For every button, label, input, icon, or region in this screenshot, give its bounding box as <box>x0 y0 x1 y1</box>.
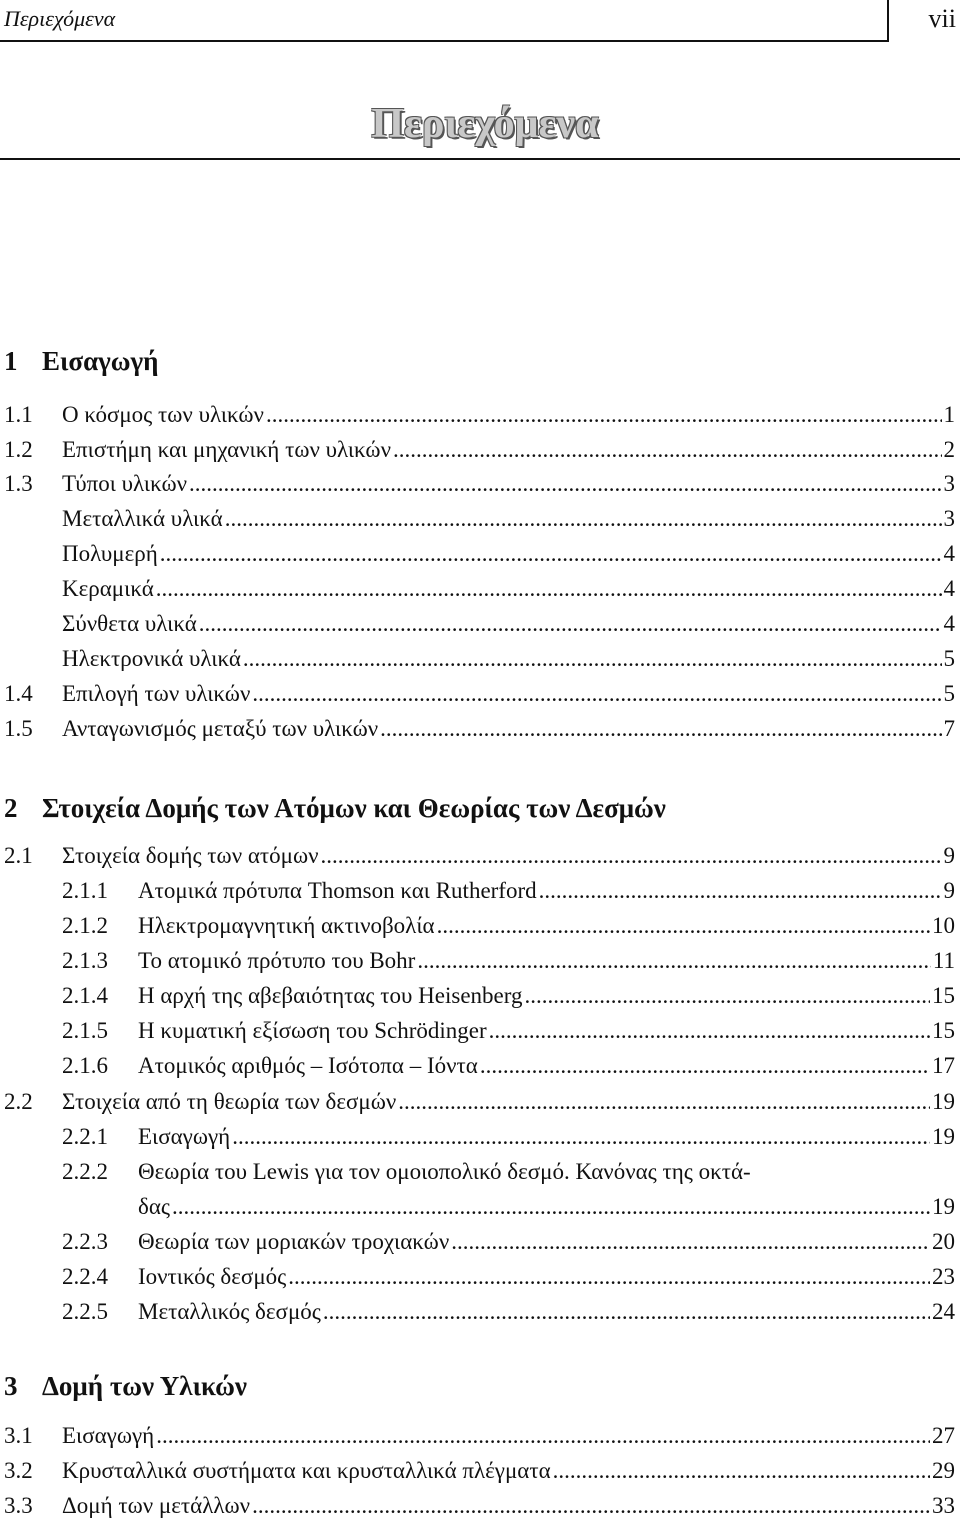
entry-title: Επιστήμη και μηχανική των υλικών <box>62 437 391 462</box>
toc-entry-3-3[interactable] <box>4 1493 955 1519</box>
entry-title: Ηλεκτρονικά υλικά <box>62 646 241 671</box>
toc-entry-2-2[interactable] <box>4 1089 955 1115</box>
dot-leader <box>288 1264 930 1290</box>
dot-leader <box>437 913 930 939</box>
entry-page: 4 <box>943 576 955 601</box>
entry-title: Εισαγωγή <box>62 1423 155 1448</box>
chapter-title: Δομή των Υλικών <box>42 1371 247 1401</box>
entry-page: 17 <box>932 1053 955 1078</box>
dot-leader <box>252 1493 930 1519</box>
dot-leader <box>225 506 942 532</box>
entry-title: Ατομικός αριθμός – Ισότοπα – Ιόντα <box>138 1053 478 1078</box>
entry-title: Η αρχή της αβεβαιότητας του Heisenberg <box>138 983 523 1008</box>
toc-entry-metallic[interactable] <box>62 506 955 532</box>
entry-number: 3.3 <box>4 1493 33 1518</box>
entry-page: 20 <box>932 1229 955 1254</box>
dot-leader <box>393 437 942 463</box>
entry-page: 4 <box>943 541 955 566</box>
entry-page: 19 <box>932 1124 955 1149</box>
dot-leader <box>252 681 941 707</box>
dot-leader <box>199 611 942 637</box>
chapter-number: 3 <box>4 1371 18 1401</box>
entry-title: Θεωρία των μοριακών τροχιακών <box>138 1229 450 1254</box>
chapter-heading-2 <box>4 793 666 824</box>
toc-entry-2-2-2[interactable] <box>138 1194 955 1220</box>
toc-entry-polymers[interactable] <box>62 541 955 567</box>
entry-title: Κρυσταλλικά συστήματα και κρυσταλλικά πλέγματα <box>62 1458 551 1483</box>
entry-number: 2.1.6 <box>62 1053 108 1078</box>
entry-number: 2.1 <box>4 843 33 868</box>
entry-title-line2: δας <box>138 1194 170 1219</box>
entry-title: Επιλογή των υλικών <box>62 681 251 706</box>
entry-title: Μεταλλικά υλικά <box>62 506 223 531</box>
toc-entry-2-2-1[interactable] <box>62 1124 955 1150</box>
entry-page: 27 <box>932 1423 955 1448</box>
toc-entry-2-1-3[interactable] <box>62 948 955 974</box>
toc-entry-2-1-1[interactable] <box>62 878 955 904</box>
dot-leader <box>417 948 931 974</box>
dot-leader <box>172 1194 930 1220</box>
entry-number: 3.2 <box>4 1458 33 1483</box>
entry-number: 1.4 <box>4 681 33 706</box>
page-title-wrap <box>0 100 960 148</box>
entry-page: 2 <box>943 437 955 462</box>
toc-entry-1-2[interactable] <box>4 437 955 463</box>
dot-leader <box>323 1299 930 1325</box>
chapter-heading-1 <box>4 346 158 377</box>
toc-entry-2-1-2[interactable] <box>62 913 955 939</box>
entry-page: 33 <box>932 1493 955 1518</box>
entry-page: 9 <box>943 843 955 868</box>
entry-title: Εισαγωγή <box>138 1124 231 1149</box>
dot-leader <box>156 576 942 602</box>
dot-leader <box>553 1458 930 1484</box>
header-vertical-rule <box>887 0 889 40</box>
dot-leader <box>380 716 941 742</box>
entry-page: 19 <box>932 1194 955 1219</box>
toc-entry-electronic[interactable] <box>62 646 955 672</box>
entry-page: 19 <box>932 1089 955 1114</box>
toc-entry-1-3[interactable] <box>4 471 955 497</box>
entry-page: 1 <box>943 402 955 427</box>
entry-page: 3 <box>943 506 955 531</box>
toc-entry-2-1[interactable] <box>4 843 955 869</box>
entry-page: 23 <box>932 1264 955 1289</box>
toc-entry-composites[interactable] <box>62 611 955 637</box>
entry-page: 24 <box>932 1299 955 1324</box>
entry-number: 2.2.5 <box>62 1299 108 1324</box>
dot-leader <box>539 878 942 904</box>
header-page-number: vii <box>928 4 956 33</box>
entry-page: 3 <box>943 471 955 496</box>
entry-number: 2.2.4 <box>62 1264 108 1289</box>
entry-number: 3.1 <box>4 1423 33 1448</box>
entry-title: Η κυματική εξίσωση του Schrödinger <box>138 1018 487 1043</box>
dot-leader <box>156 1423 930 1449</box>
toc-entry-2-2-5[interactable] <box>62 1299 955 1325</box>
entry-number: 2.2.3 <box>62 1229 108 1254</box>
toc-entry-1-4[interactable] <box>4 681 955 707</box>
entry-title: Ιοντικός δεσμός <box>138 1264 287 1289</box>
entry-page: 5 <box>943 646 955 671</box>
dot-leader <box>189 471 941 497</box>
running-header <box>0 0 960 44</box>
dot-leader <box>451 1229 930 1255</box>
dot-leader <box>480 1053 930 1079</box>
entry-title: Ανταγωνισμός μεταξύ των υλικών <box>62 716 379 741</box>
chapter-heading-3 <box>4 1371 247 1402</box>
dot-leader <box>524 983 930 1009</box>
entry-page: 15 <box>932 983 955 1008</box>
entry-page: 15 <box>932 1018 955 1043</box>
entry-title: Ο κόσμος των υλικών <box>62 402 264 427</box>
dot-leader <box>160 541 942 567</box>
toc-entry-ceramics[interactable] <box>62 576 955 602</box>
entry-number: 2.1.3 <box>62 948 108 973</box>
entry-number: 1.3 <box>4 471 33 496</box>
entry-page: 29 <box>932 1458 955 1483</box>
entry-page: 11 <box>932 948 955 973</box>
chapter-title: Εισαγωγή <box>42 346 159 376</box>
entry-title: Τύποι υλικών <box>62 471 188 496</box>
entry-title: Ατομικά πρότυπα Thomson και Rutherford <box>138 878 537 903</box>
toc-entry-2-2-2-first-line[interactable] <box>62 1159 751 1185</box>
header-section-title: Περιεχόμενα <box>4 6 116 31</box>
entry-title: Στοιχεία δομής των ατόμων <box>62 843 319 868</box>
entry-page: 5 <box>943 681 955 706</box>
entry-title: Μεταλλικός δεσμός <box>138 1299 321 1324</box>
entry-number: 2.1.4 <box>62 983 108 1008</box>
toc-entry-2-1-4[interactable] <box>62 983 955 1009</box>
toc-entry-2-1-6[interactable] <box>62 1053 955 1079</box>
entry-title: Το ατομικό πρότυπο του Bohr <box>138 948 416 973</box>
dot-leader <box>232 1124 930 1150</box>
dot-leader <box>266 402 942 428</box>
entry-number: 2.1.2 <box>62 913 108 938</box>
chapter-number: 2 <box>4 793 18 823</box>
dot-leader <box>398 1089 930 1115</box>
entry-page: 10 <box>932 913 955 938</box>
entry-number: 2.1.1 <box>62 878 108 903</box>
entry-number: 1.5 <box>4 716 33 741</box>
title-rule <box>0 158 960 160</box>
toc-entry-3-2[interactable] <box>4 1458 955 1484</box>
entry-number: 1.2 <box>4 437 33 462</box>
entry-number: 2.1.5 <box>62 1018 108 1043</box>
toc-entry-2-1-5[interactable] <box>62 1018 955 1044</box>
toc-entry-2-2-4[interactable] <box>62 1264 955 1290</box>
entry-title: Δομή των μετάλλων <box>62 1493 251 1518</box>
toc-entry-3-1[interactable] <box>4 1423 955 1449</box>
chapter-title: Στοιχεία Δομής των Ατόμων και Θεωρίας των Δεσμών <box>42 793 666 823</box>
entry-title: Ηλεκτρομαγνητική ακτινοβολία <box>138 913 435 938</box>
entry-title: Κεραμικά <box>62 576 154 601</box>
page-title: Περιεχόμενα <box>371 101 599 147</box>
entry-number: 2.2.2 <box>62 1159 108 1184</box>
entry-number: 1.1 <box>4 402 33 427</box>
toc-entry-2-2-3[interactable] <box>62 1229 955 1255</box>
entry-number: 2.2 <box>4 1089 33 1114</box>
dot-leader <box>243 646 942 672</box>
dot-leader <box>321 843 942 869</box>
entry-page: 9 <box>943 878 955 903</box>
entry-page: 7 <box>943 716 955 741</box>
chapter-number: 1 <box>4 346 18 376</box>
entry-title: Πολυμερή <box>62 541 158 566</box>
entry-number: 2.2.1 <box>62 1124 108 1149</box>
header-horizontal-rule <box>0 40 889 42</box>
entry-title-line1: Θεωρία του Lewis για τον ομοιοπολικό δεσμό. Κανόνας της οκτά- <box>138 1159 751 1184</box>
toc-entry-1-5[interactable] <box>4 716 955 742</box>
entry-page: 4 <box>943 611 955 636</box>
entry-title: Στοιχεία από τη θεωρία των δεσμών <box>62 1089 397 1114</box>
dot-leader <box>489 1018 930 1044</box>
toc-entry-1-1[interactable] <box>4 402 955 428</box>
entry-title: Σύνθετα υλικά <box>62 611 197 636</box>
